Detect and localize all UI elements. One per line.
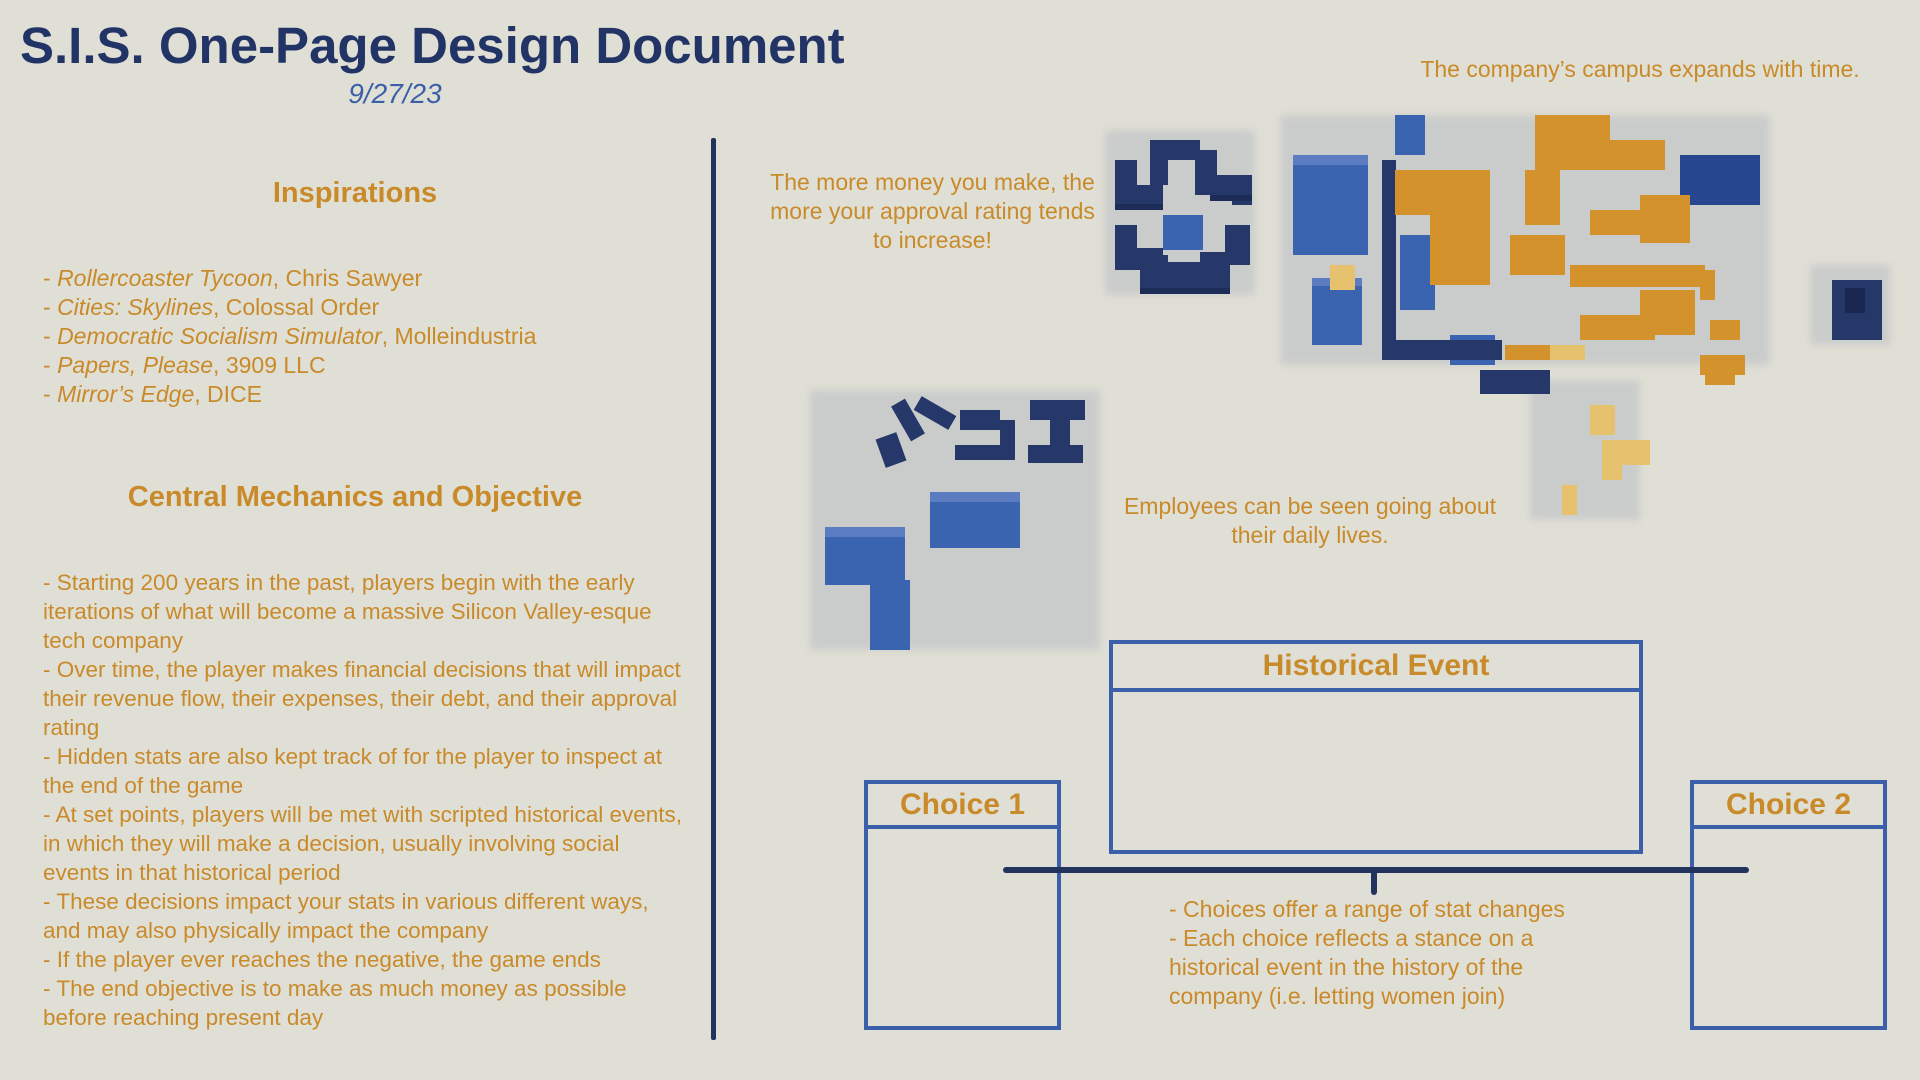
- campus-annotation: The company’s campus expands with time.: [1420, 56, 1860, 82]
- inspirations-heading: Inspirations: [272, 177, 438, 209]
- choice-1-label: Choice 1: [868, 784, 1057, 829]
- inspiration-item: - Papers, Please, 3909 LLC: [43, 352, 326, 378]
- mechanic-item: - If the player ever reaches the negative, the game ends: [43, 947, 601, 972]
- document-date: 9/27/23: [348, 78, 442, 109]
- inspiration-item: - Rollercoaster Tycoon, Chris Sawyer: [43, 265, 423, 291]
- choice-notes: [1169, 895, 1599, 1011]
- mechanic-item: - At set points, players will be met with scripted historical events, in which they will make a decision, usually involving social events in that historical period: [43, 802, 683, 885]
- mechanics-heading: Central Mechanics and Objective: [127, 481, 583, 513]
- approval-annotation: The more money you make, the more your approval rating tends to increase!: [770, 169, 1095, 253]
- inspiration-item: - Democratic Socialism Simulator, Molleindustria: [43, 323, 537, 349]
- mechanic-item: - Starting 200 years in the past, players begin with the early iterations of what will become a massive Silicon Valley-esque tech company: [43, 570, 652, 653]
- mechanic-item: - Over time, the player makes financial decisions that will impact their revenue flow, their expenses, their debt, and their approval rating: [43, 657, 681, 740]
- mechanic-item: - Hidden stats are also kept track of for the player to inspect at the end of the game: [43, 744, 663, 798]
- mechanic-item: - The end objective is to make as much money as possible before reaching present day: [43, 976, 627, 1030]
- historical-event-title: Historical Event: [1113, 644, 1639, 692]
- document-title: S.I.S. One-Page Design Document: [20, 17, 845, 74]
- choice-note: - Each choice reflects a stance on a historical event in the history of the company (i.e. letting women join): [1169, 925, 1534, 1009]
- choice-2-label: Choice 2: [1694, 784, 1883, 829]
- employees-annotation: Employees can be seen going about their daily lives.: [1123, 493, 1497, 548]
- mechanic-item: - These decisions impact your stats in various different ways, and may also physically impact the company: [43, 889, 649, 943]
- inspiration-item: - Mirror’s Edge, DICE: [43, 381, 262, 407]
- choice-note: - Choices offer a range of stat changes: [1169, 896, 1565, 922]
- inspiration-item: - Cities: Skylines, Colossal Order: [43, 294, 380, 320]
